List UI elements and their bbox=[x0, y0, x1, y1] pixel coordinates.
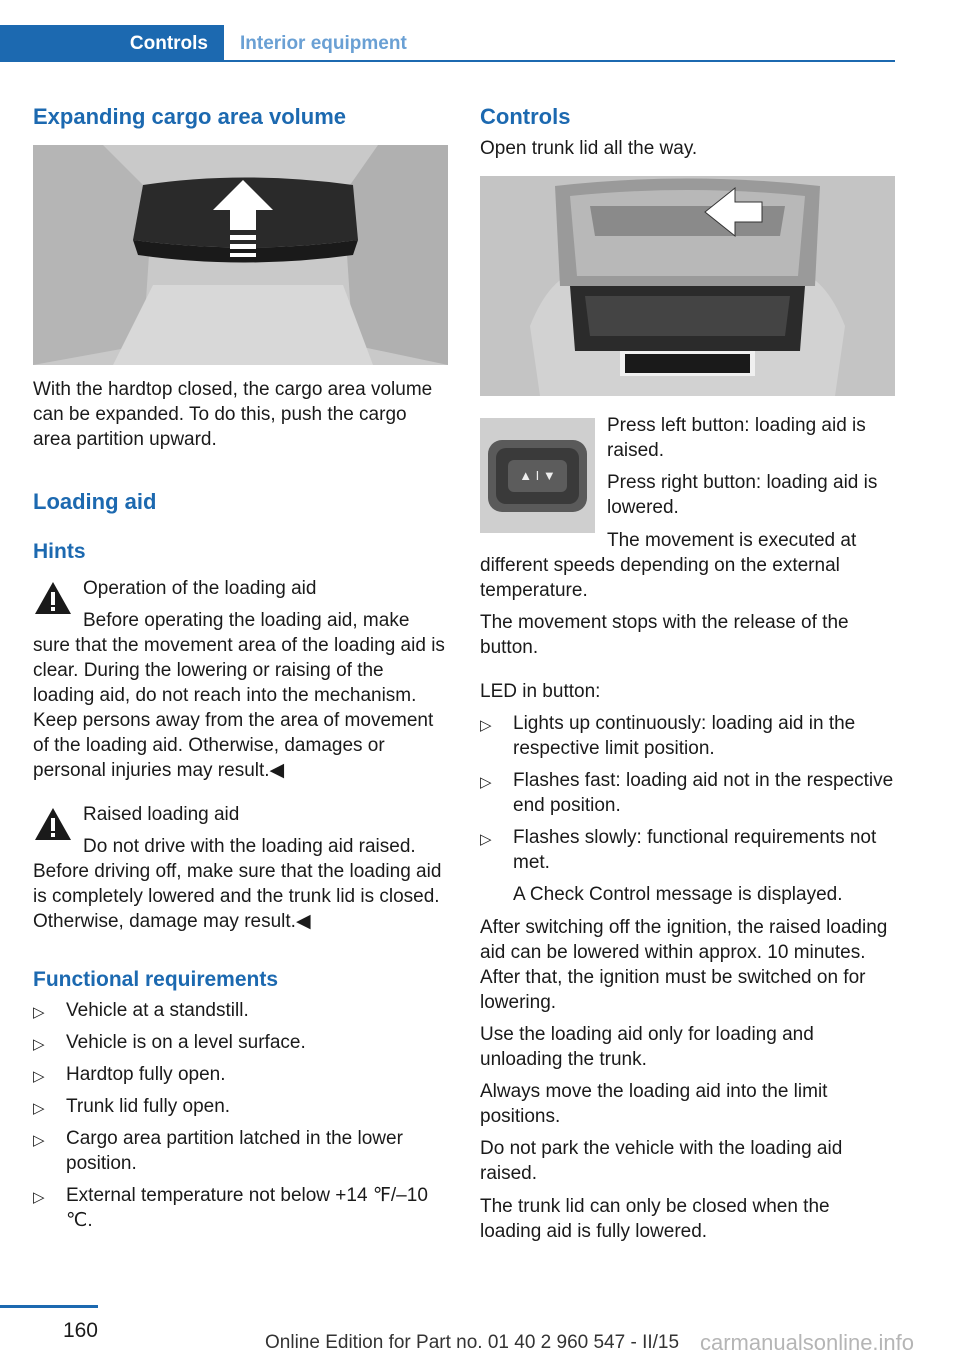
list-item: External temperature not below +14 ℉/–10 ℃. bbox=[66, 1185, 428, 1231]
para-movement-stops: The movement stops with the release of the button. bbox=[480, 612, 849, 658]
warning2-text: Before driving off, make sure that the loading aid is completely lowered and the trunk lid is closed. Otherwise, damage may result.◀ bbox=[33, 861, 442, 932]
list-item: Cargo area partition latched in the lower position. bbox=[66, 1128, 403, 1174]
switch-glyphs: ▲ I ▼ bbox=[519, 468, 556, 483]
warning-triangle-icon bbox=[33, 806, 73, 842]
list-item: Flashes slowly: functional requirements not met. bbox=[513, 827, 877, 873]
para-use-loading: Use the loading aid only for loading and unloading the trunk. bbox=[480, 1024, 814, 1070]
tab-controls[interactable]: Controls bbox=[0, 25, 224, 62]
para-after-switch: After switching off the ignition, the raised loading aid can be lowered within approx. 10 minutes. After that, the ignition must be switched on for lowering. bbox=[480, 917, 888, 1013]
warning1-line1: Before operating the loading aid, make bbox=[83, 610, 410, 631]
list-item: Vehicle at a standstill. bbox=[66, 1000, 249, 1021]
para-always-move: Always move the loading aid into the limit positions. bbox=[480, 1081, 828, 1127]
bullet-arrow-icon: ▷ bbox=[33, 1004, 45, 1021]
bullet-arrow-icon: ▷ bbox=[480, 774, 492, 791]
trunk-open-image bbox=[480, 176, 895, 396]
header-rule bbox=[224, 60, 895, 62]
para-movement-line1: The movement is executed at bbox=[607, 530, 857, 551]
footer-rule bbox=[0, 1305, 98, 1308]
list-item: Flashes fast: loading aid not in the respective end position. bbox=[513, 770, 894, 816]
list-item: Vehicle is on a level surface. bbox=[66, 1032, 306, 1053]
tab-interior-equipment[interactable]: Interior equipment bbox=[240, 33, 407, 54]
para-open-trunk: Open trunk lid all the way. bbox=[480, 138, 698, 159]
bullet-arrow-icon: ▷ bbox=[33, 1189, 45, 1206]
heading-loading-aid: Loading aid bbox=[33, 489, 157, 514]
list-item: Trunk lid fully open. bbox=[66, 1096, 231, 1117]
para-movement: different speeds depending on the external temperature. bbox=[480, 555, 840, 601]
heading-hints: Hints bbox=[33, 540, 86, 563]
warning-triangle-icon bbox=[33, 580, 73, 616]
heading-controls: Controls bbox=[480, 104, 571, 129]
bullet-arrow-icon: ▷ bbox=[33, 1036, 45, 1053]
para-trunk-closed: The trunk lid can only be closed when the loading aid is fully lowered. bbox=[480, 1196, 830, 1242]
warning1-text: sure that the movement area of the loading aid is clear. During the lowering or raising of the loading aid, do not reach into the mechanism. Keep persons away from the area of movement of the loading aid. Otherwise, damages or personal injuries may result.◀ bbox=[33, 635, 445, 781]
heading-functional-requirements: Functional requirements bbox=[33, 968, 279, 991]
para-press-left: Press left button: loading aid is raised. bbox=[607, 415, 866, 461]
list-item: Lights up continuously: loading aid in the respective limit position. bbox=[513, 713, 856, 759]
list-item: Hardtop fully open. bbox=[66, 1064, 226, 1085]
bullet-arrow-icon: ▷ bbox=[33, 1100, 45, 1117]
warning1-title: Operation of the loading aid bbox=[83, 578, 317, 599]
trunk-open-illustration bbox=[480, 176, 895, 396]
loading-aid-button-image bbox=[480, 418, 595, 533]
para-led-title: LED in button: bbox=[480, 681, 601, 702]
page-number: 160 bbox=[62, 1319, 98, 1342]
bullet-arrow-icon: ▷ bbox=[33, 1068, 45, 1085]
warning2-line1: Do not drive with the loading aid raised. bbox=[83, 836, 416, 857]
warning2-title: Raised loading aid bbox=[83, 804, 240, 825]
para-check-control: A Check Control message is displayed. bbox=[513, 884, 843, 905]
watermark: carmanualsonline.info bbox=[700, 1330, 915, 1355]
para-do-not-park: Do not park the vehicle with the loading aid raised. bbox=[480, 1138, 843, 1184]
bullet-arrow-icon: ▷ bbox=[33, 1132, 45, 1149]
bullet-arrow-icon: ▷ bbox=[480, 831, 492, 848]
bullet-arrow-icon: ▷ bbox=[480, 717, 492, 734]
page-header bbox=[0, 25, 895, 62]
footer-edition: Online Edition for Part no. 01 40 2 960 547 - II/15 bbox=[265, 1332, 680, 1353]
heading-expanding-cargo: Expanding cargo area volume bbox=[33, 104, 346, 129]
cargo-area-illustration bbox=[33, 145, 448, 365]
para-press-right: Press right button: loading aid is lowered. bbox=[607, 472, 878, 518]
para-expanding: With the hardtop closed, the cargo area volume can be expanded. To do this, push the cargo area partition upward. bbox=[33, 379, 433, 450]
cargo-area-image bbox=[33, 145, 448, 365]
